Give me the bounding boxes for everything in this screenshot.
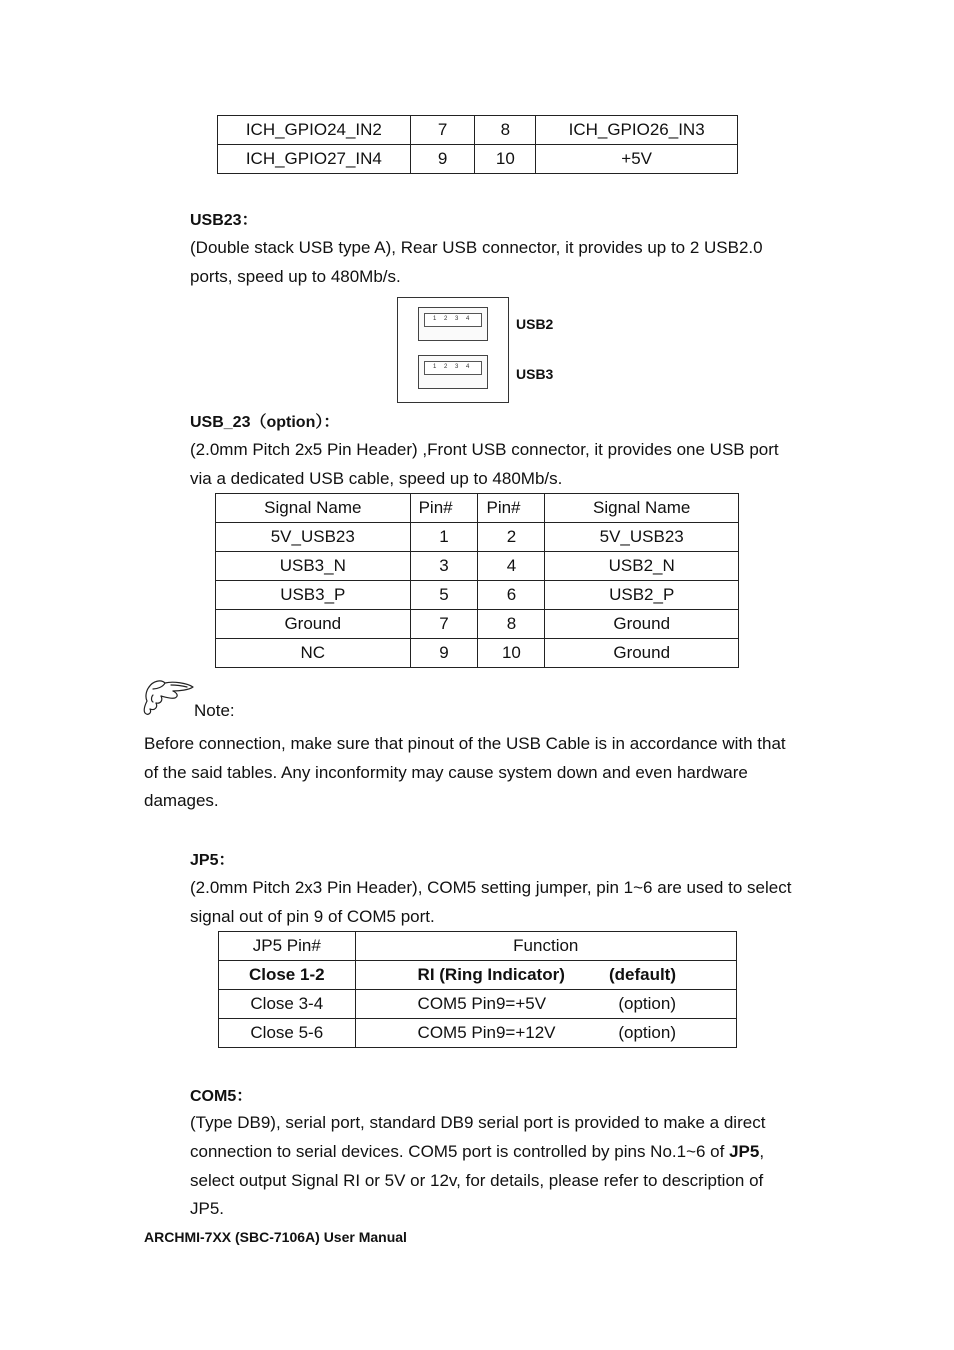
table-cell: NC [216, 639, 411, 668]
table-cell: 1 [410, 523, 478, 552]
table-row [216, 552, 739, 581]
table-cell: USB3_P [216, 581, 411, 610]
table-cell: Ground [545, 639, 739, 668]
pointing-hand-icon [143, 677, 195, 719]
table-cell: 5 [410, 581, 478, 610]
usb3-port-icon [418, 355, 488, 389]
usb-pinout-table [215, 493, 739, 668]
function-text: COM5 Pin9=+12V [417, 1023, 556, 1042]
column-header: JP5 Pin# [219, 932, 356, 961]
table-row [216, 610, 739, 639]
function-text: RI (Ring Indicator) [417, 965, 565, 984]
com5-text-line: JP5. [190, 1199, 225, 1218]
mode-text: (option) [618, 1023, 676, 1042]
note-text-line: of the said tables. Any inconformity may cause system down and even hardware [144, 763, 748, 782]
table-cell: 5V_USB23 [216, 523, 411, 552]
table-row [216, 581, 739, 610]
table-row [218, 145, 738, 174]
function-text: COM5 Pin9=+5V [417, 994, 547, 1013]
table-cell: Ground [545, 610, 739, 639]
table-cell: 8 [475, 116, 536, 145]
note-label: Note: [194, 701, 235, 720]
table-cell: Close 1-2 [219, 961, 356, 990]
page-footer: ARCHMI-7XX (SBC-7106A) User Manual [144, 1229, 407, 1245]
usb-23-option-text-line: (2.0mm Pitch 2x5 Pin Header) ,Front USB connector, it provides one USB port [190, 440, 779, 459]
table-cell: Ground [216, 610, 411, 639]
jp5-text-line: (2.0mm Pitch 2x3 Pin Header), COM5 setting jumper, pin 1~6 are used to select [190, 878, 792, 897]
table-cell: USB2_N [545, 552, 739, 581]
column-header: Function [355, 932, 736, 961]
jp5-reference: JP5 [729, 1142, 760, 1161]
usb-pin-numbers: 1 2 3 4 [433, 316, 473, 322]
mode-text: (option) [618, 994, 676, 1013]
table-row [219, 990, 737, 1019]
table-header-row [219, 932, 737, 961]
column-header: Signal Name [545, 494, 739, 523]
usb-23-option-text-line: via a dedicated USB cable, speed up to 480Mb/s. [190, 469, 563, 488]
column-header: Pin# [478, 494, 545, 523]
column-header: Pin# [410, 494, 478, 523]
table-cell: ICH_GPIO26_IN3 [536, 116, 738, 145]
table-row [219, 1019, 737, 1048]
usb23-text-line: (Double stack USB type A), Rear USB connector, it provides up to 2 USB2.0 [190, 238, 763, 257]
column-header: Signal Name [216, 494, 411, 523]
table-cell: 8 [478, 610, 545, 639]
jp5-text-line: signal out of pin 9 of COM5 port. [190, 907, 435, 926]
com5-text-line: connection to serial devices. COM5 port is controlled by pins No.1~6 of JP5, [190, 1142, 765, 1161]
usb-23-option-heading: USB_23（option）： [190, 414, 340, 431]
note-text-line: Before connection, make sure that pinout of the USB Cable is in accordance with that [144, 734, 786, 753]
usb2-port-icon [418, 307, 488, 341]
table-cell [355, 961, 736, 990]
com5-heading: COM5： [190, 1088, 253, 1105]
jp5-heading: JP5： [190, 852, 235, 869]
usb2-label: USB2 [516, 316, 554, 332]
table-cell [355, 990, 736, 1019]
table-cell: USB2_P [545, 581, 739, 610]
table-cell: 7 [410, 116, 475, 145]
table-header-row [216, 494, 739, 523]
table-cell: 6 [478, 581, 545, 610]
table-cell: +5V [536, 145, 738, 174]
gpio-table [217, 115, 738, 174]
table-cell: USB3_N [216, 552, 411, 581]
usb23-heading: USB23： [190, 212, 258, 229]
table-cell: 9 [410, 639, 478, 668]
mode-text: (default) [608, 965, 676, 984]
table-cell: Close 5-6 [219, 1019, 356, 1048]
note-text-line: damages. [144, 791, 219, 810]
table-cell: 10 [475, 145, 536, 174]
table-row [216, 639, 739, 668]
com5-text-line: (Type DB9), serial port, standard DB9 serial port is provided to make a direct [190, 1113, 766, 1132]
table-cell: 4 [478, 552, 545, 581]
table-cell: 2 [478, 523, 545, 552]
table-cell: Close 3-4 [219, 990, 356, 1019]
table-row [219, 961, 737, 990]
table-cell [355, 1019, 736, 1048]
table-row [218, 116, 738, 145]
table-cell: 3 [410, 552, 478, 581]
jp5-table [218, 931, 737, 1048]
table-cell: ICH_GPIO27_IN4 [218, 145, 411, 174]
usb23-text-line: ports, speed up to 480Mb/s. [190, 267, 401, 286]
table-cell: 7 [410, 610, 478, 639]
table-row [216, 523, 739, 552]
table-cell: 9 [410, 145, 475, 174]
table-cell: 5V_USB23 [545, 523, 739, 552]
table-cell: 10 [478, 639, 545, 668]
usb-connector-figure [397, 297, 509, 403]
usb-pin-numbers: 1 2 3 4 [433, 364, 473, 370]
usb3-label: USB3 [516, 366, 554, 382]
table-cell: ICH_GPIO24_IN2 [218, 116, 411, 145]
com5-text-line: select output Signal RI or 5V or 12v, for details, please refer to description of [190, 1171, 764, 1190]
